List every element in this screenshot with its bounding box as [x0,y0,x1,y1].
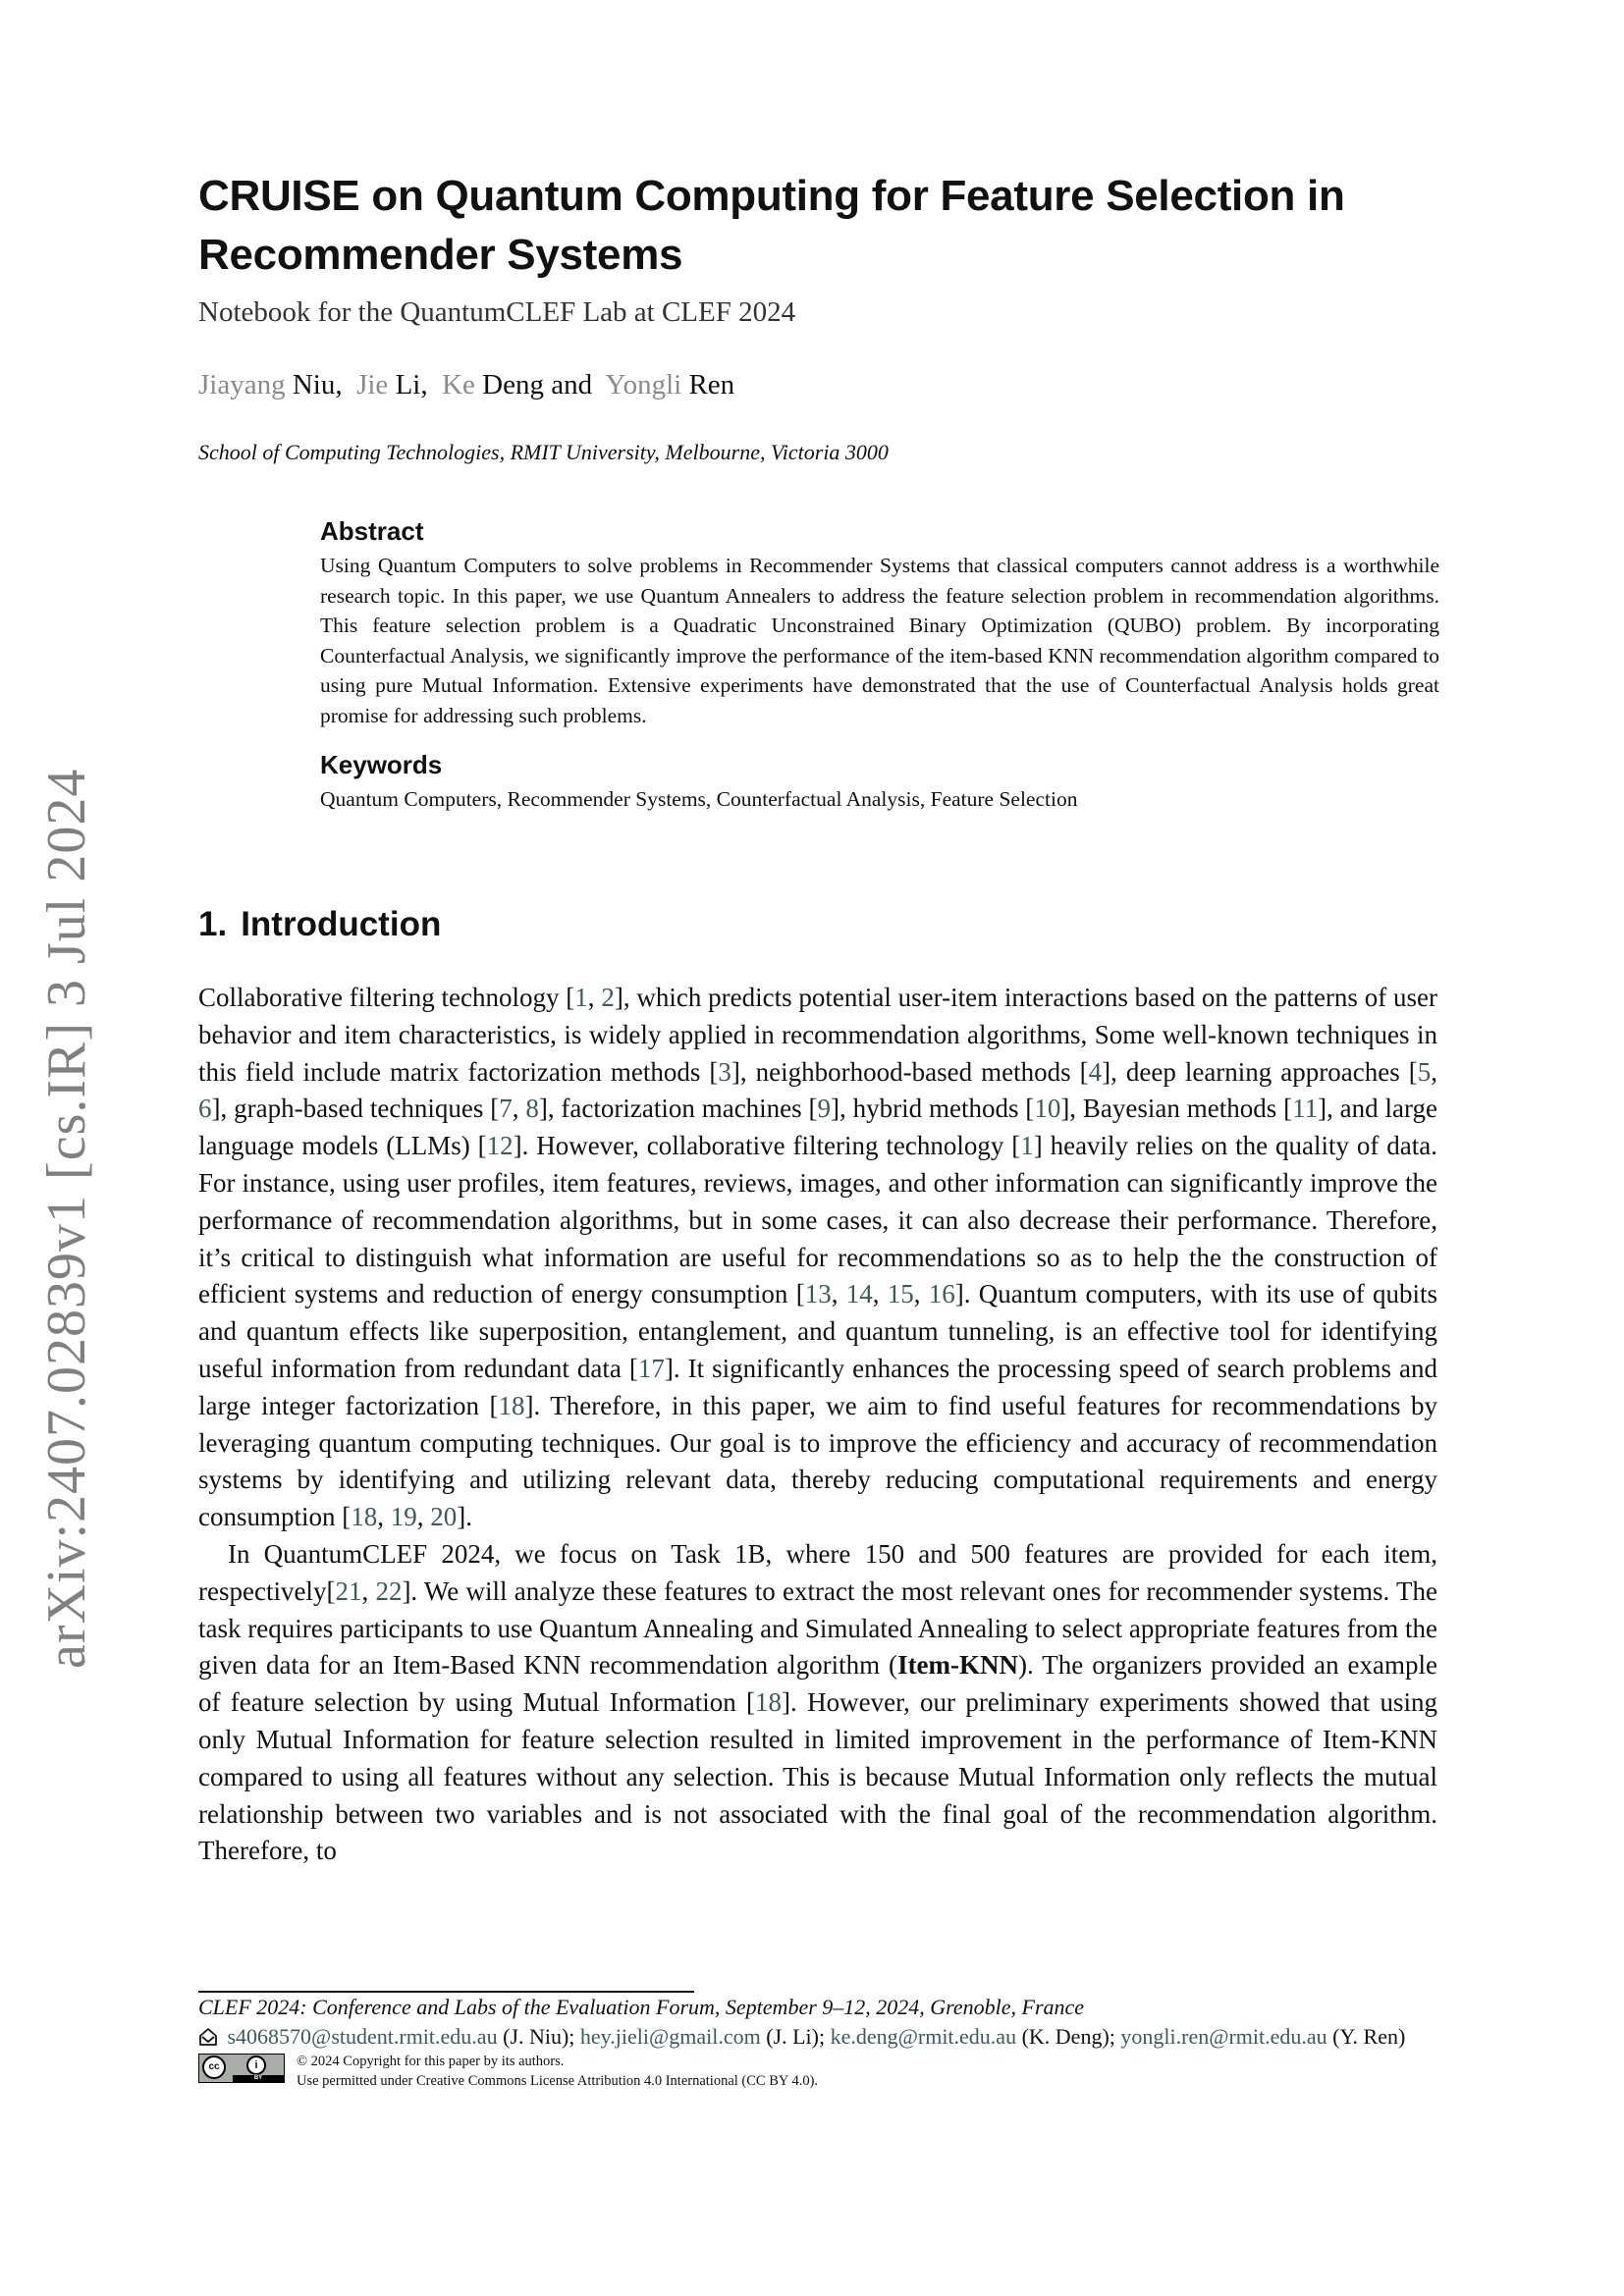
citation-link[interactable]: 1 [574,983,588,1012]
citation-link[interactable]: 13 [804,1279,832,1309]
footnotes [198,1993,1437,2091]
abstract-heading: Abstract [320,516,424,546]
author-last-name: Niu [292,369,336,400]
email-link[interactable]: yongli.ren@rmit.edu.au [1120,2024,1327,2049]
citation-link[interactable]: 12 [486,1131,514,1161]
author-separator: , [335,369,357,400]
citation-link[interactable]: 19 [390,1502,417,1532]
author-last-name: Deng [482,369,544,400]
author-list [198,369,734,401]
email-link[interactable]: ke.deng@rmit.edu.au [830,2024,1017,2049]
citation-link[interactable]: 15 [887,1279,914,1309]
person-icon: i [246,2056,266,2075]
envelope-icon [198,2027,218,2047]
keywords-block [320,750,1439,815]
citation-link[interactable]: 18 [498,1390,525,1420]
contact-name: (J. Niu); [497,2024,580,2049]
contact-name: (K. Deng); [1016,2024,1121,2049]
citation-link[interactable]: 18 [351,1502,378,1532]
citation-link[interactable]: 18 [755,1687,783,1718]
citation-link[interactable]: 22 [375,1575,403,1606]
email-link[interactable]: s4068570@student.rmit.edu.au [227,2024,498,2049]
citation-link[interactable]: 20 [430,1502,458,1532]
cc-by-badge-icon: cc i BY [198,2054,285,2083]
keywords-text: Quantum Computers, Recommender Systems, Counterfactual Analysis, Feature Selection [320,787,1078,811]
citation-link[interactable]: 11 [1292,1094,1319,1124]
section-number: 1. [198,905,228,943]
citation-link[interactable]: 14 [845,1279,873,1309]
citation-link[interactable]: 3 [718,1056,731,1087]
author-last-name: Li [395,369,421,400]
citation-link[interactable]: 21 [335,1575,362,1606]
author-first-name: Jie [356,369,396,400]
citation-link[interactable]: 10 [1034,1094,1061,1124]
author-first-name: Jiayang [198,369,293,400]
arxiv-identifier-stamp: arXiv:2407.02839v1 [cs.IR] 3 Jul 2024 [36,768,97,1669]
citation-link[interactable]: 4 [1088,1056,1103,1087]
author-separator: and [544,369,606,400]
contact-name: (J. Li); [760,2024,831,2049]
section-title: Introduction [241,905,442,943]
body-text [198,980,1437,1870]
conference-note: CLEF 2024: Conference and Labs of the Evaluation Forum, September 9–12, 2024, Grenoble, France [198,1995,1085,2019]
body-paragraph: Collaborative filtering technology [1, 2], which predicts potential user-item interactions based on the patterns of user behavior and item characteristics, is widely applied in recommendation algorithms, Some well-known techniques in this field include matrix factorization methods [3], neighborhood-based methods [4], deep learning approaches [5, 6], graph-based techniques [7, 8], factorization machines [9], hybrid methods [10], Bayesian methods [11], and large language models (LLMs) [12]. However, collaborative filtering technology [1] heavily relies on the quality of data. For instance, using user profiles, item features, reviews, images, and other information can significantly improve the performance of recommendation algorithms, but in some cases, it can also decrease their performance. Therefore, it’s critical to distinguish what information are useful for recommendations so as to help the the construction of efficient systems and reduction of energy consumption [13, 14, 15, 16]. Quantum computers, with its use of qubits and quantum effects like superposition, entanglement, and quantum tunneling, is an effective tool for identifying useful information from redundant data [17]. It significantly enhances the processing speed of search problems and large integer factorization [18]. Therefore, in this paper, we aim to find useful features for recommendations by leveraging quantum computing techniques. Our goal is to improve the efficiency and accuracy of recommendation systems by identifying and utilizing relevant data, thereby reducing computational requirements and energy consumption [18, 19, 20]. [198,983,1438,1532]
contact-line [198,2022,1437,2052]
citation-link[interactable]: 16 [928,1279,955,1309]
abstract-text: Using Quantum Computers to solve problems in Recommender Systems that classical computers cannot address is a worthwhile research topic. In this paper, we use Quantum Annealers to address the feature selection problem in recommendation algorithms. This feature selection problem is a Quadratic Unconstrained Binary Optimization (QUBO) problem. By incorporating Counterfactual Analysis, we significantly improve the performance of the item-based KNN recommendation algorithm compared to using pure Mutual Information. Extensive experiments have demonstrated that the use of Counterfactual Analysis holds great promise for addressing such problems. [320,554,1439,727]
license-line: Use permitted under Creative Commons License Attribution 4.0 International (CC BY 4.0). [297,2073,819,2089]
paper-title: CRUISE on Quantum Computing for Feature Selection in Recommender Systems [198,172,1345,279]
license-notice [198,2052,1437,2091]
citation-link[interactable]: 1 [1020,1131,1034,1161]
bold-term: Item-KNN [897,1650,1019,1681]
author-separator: , [420,369,443,400]
citation-link[interactable]: 17 [637,1353,665,1383]
citation-link[interactable]: 5 [1417,1056,1432,1087]
license-text [297,2052,818,2091]
email-link[interactable]: hey.jieli@gmail.com [579,2024,761,2049]
copyright-line: © 2024 Copyright for this paper by its authors. [297,2054,565,2069]
author-last-name: Ren [688,369,735,400]
citation-link[interactable]: 6 [198,1094,212,1124]
affiliation: School of Computing Technologies, RMIT University, Melbourne, Victoria 3000 [198,440,889,464]
keywords-heading: Keywords [320,750,443,779]
contact-name: (Y. Ren) [1326,2024,1406,2049]
citation-link[interactable]: 7 [499,1094,513,1124]
body-paragraph: In QuantumCLEF 2024, we focus on Task 1B, where 150 and 500 features are provided for each item, respectively[21, 22]. We will analyze these features to extract the most relevant ones for recommender systems. The task requires participants to use Quantum Annealing and Simulated Annealing to select appropriate features from the given data for an Item-Based KNN recommendation algorithm (Item-KNN). The organizers provided an example of feature selection by using Mutual Information [18]. However, our preliminary experiments showed that using only Mutual Information for feature selection resulted in limited improvement in the performance of Item-KNN compared to using all features without any selection. This is because Mutual Information only reflects the mutual relationship between two variables and is not associated with the final goal of the recommendation algorithm. Therefore, to [198,1538,1438,1866]
abstract-block [320,516,1439,730]
section-heading [198,905,441,944]
author-first-name: Ke [442,369,483,400]
paper-subtitle: Notebook for the QuantumCLEF Lab at CLEF 2024 [198,296,796,328]
author-first-name: Yongli [605,369,689,400]
citation-link[interactable]: 8 [525,1094,539,1124]
citation-link[interactable]: 2 [601,983,615,1012]
citation-link[interactable]: 9 [817,1094,832,1124]
